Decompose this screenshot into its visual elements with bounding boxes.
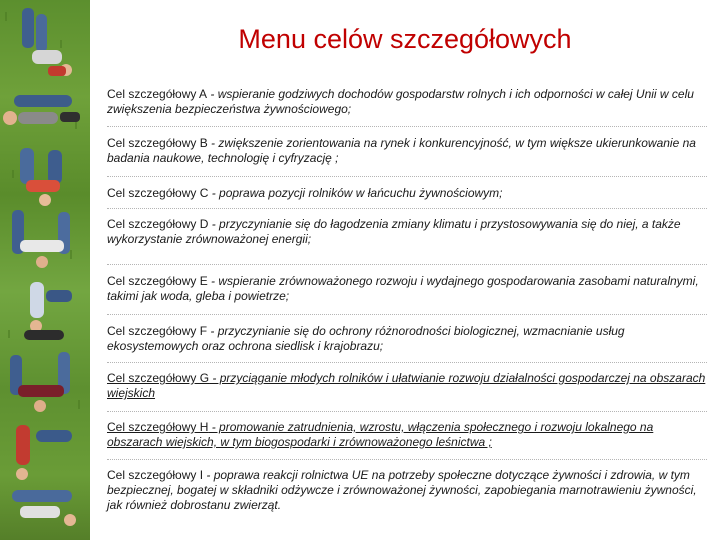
person-figure-8 — [12, 490, 76, 526]
goal-g-label: Cel szczegółowy G — [107, 371, 210, 385]
divider — [107, 314, 707, 315]
people-lying-on-grass-image — [0, 0, 90, 540]
goal-f-label: Cel szczegółowy F — [107, 324, 208, 338]
goal-d-label: Cel szczegółowy D — [107, 217, 209, 231]
divider — [107, 459, 707, 460]
goal-a-description: - wspieranie godziwych dochodów gospodarstw rolnych i ich odporności w całej Unii w celu zwiększenia bezpieczeństwa żywnościowego; — [107, 87, 694, 116]
goal-h-description: - promowanie zatrudnienia, wzrostu, włączenia społecznego i rozwoju lokalnego na obszarach wiejskich, w tym biogospodarki i zrównoważonego leśnictwa ; — [107, 420, 654, 449]
goal-h-label: Cel szczegółowy H — [107, 420, 209, 434]
goal-e-label: Cel szczegółowy E — [107, 274, 208, 288]
goal-i-item — [107, 468, 707, 513]
goal-d-description: - przyczynianie się do łagodzenia zmiany klimatu i przystosowywania się do niej, a także wykorzystanie zrównoważonej energii; — [107, 217, 681, 246]
goal-b-item — [107, 136, 707, 166]
goal-f-description: - przyczynianie się do ochrony różnorodności biologicznej, wzmacnianie usług ekosystemowych oraz ochrona siedlisk i krajobrazu; — [107, 324, 625, 353]
person-figure-2 — [3, 95, 80, 125]
divider — [107, 264, 707, 265]
goal-c-label: Cel szczegółowy C — [107, 186, 209, 200]
divider — [107, 362, 707, 363]
person-figure-6 — [10, 352, 70, 412]
goal-i-label: Cel szczegółowy I — [107, 468, 204, 482]
goal-c-description: - poprawa pozycji rolników w łańcuchu żywnościowym; — [208, 186, 503, 200]
goal-e-description: - wspieranie zrównoważonego rozwoju i wydajnego gospodarowania zasobami naturalnymi, takimi jak woda, gleba i powietrze; — [107, 274, 699, 303]
person-figure-5 — [24, 282, 72, 340]
person-figure-1 — [22, 8, 72, 76]
goal-g-description: - przyciąganie młodych rolników i ułatwianie rozwoju działalności gospodarczej na obszarach wiejskich — [107, 371, 706, 400]
goal-c-item — [107, 186, 707, 201]
person-figure-7 — [16, 425, 72, 480]
goal-d-item — [107, 217, 707, 247]
goal-b-description: - zwiększenie zorientowania na rynek i konkurencyjność, w tym większe ukierunkowanie na badania naukowe, technologię i cyfryzację ; — [107, 136, 696, 165]
goal-e-item — [107, 274, 707, 304]
goal-g-link[interactable] — [107, 371, 707, 401]
goal-f-item — [107, 324, 707, 354]
goal-a-item — [107, 87, 707, 117]
page-title: Menu celów szczegółowych — [238, 24, 572, 54]
goal-i-description: - poprawa reakcji rolnictwa UE na potrzeby społeczne dotyczące żywności i zdrowia, w tym bezpiecznej, bogatej w składniki odżywcze i zrównoważonej żywności, zapobiegania marnotrawieniu żywności, jak również dobrostanu zwierząt. — [107, 468, 697, 512]
decorative-grass-photo-strip — [0, 0, 90, 540]
goal-b-label: Cel szczegółowy B — [107, 136, 208, 150]
divider — [107, 176, 707, 177]
divider — [107, 208, 707, 209]
person-figure-4 — [12, 210, 70, 268]
divider — [107, 411, 707, 412]
divider — [107, 126, 707, 127]
person-figure-3 — [20, 148, 62, 206]
goal-a-label: Cel szczegółowy A — [107, 87, 208, 101]
goal-h-link[interactable] — [107, 420, 707, 450]
